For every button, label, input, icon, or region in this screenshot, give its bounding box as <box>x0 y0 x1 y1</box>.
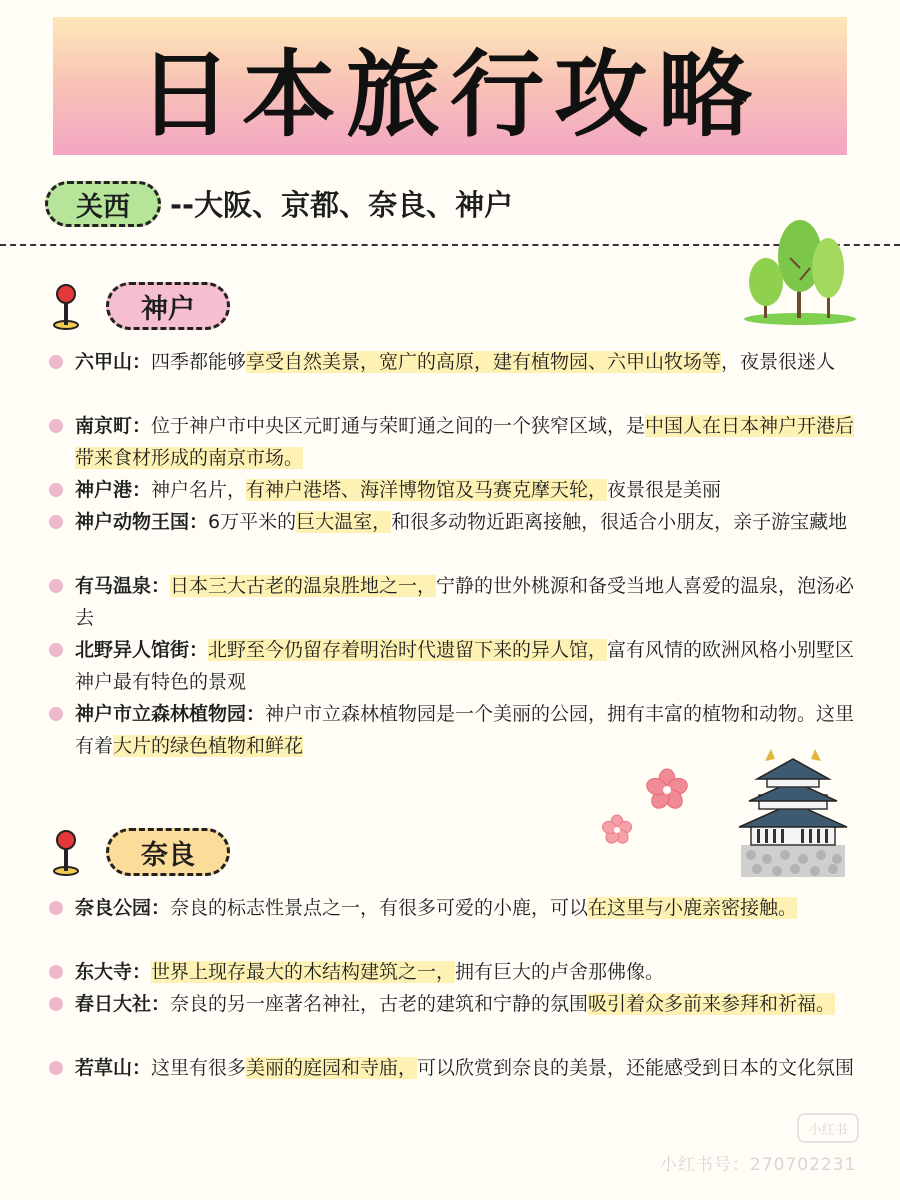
trees-illustration <box>740 218 860 326</box>
description-text: 宁静的世外桃源和备受当地人喜爱的温泉，泡汤必去 <box>75 575 855 629</box>
attraction-name: 六甲山： <box>75 351 152 373</box>
bullet-dot <box>49 965 63 979</box>
description-text: 夜景很是美丽 <box>607 479 722 501</box>
highlighted-text: 享受自然美景，宽广的高原，建有植物园、六甲山牧场等 <box>246 351 722 373</box>
attraction-name: 若草山： <box>75 1057 152 1079</box>
bullet-dot <box>49 707 63 721</box>
list-item <box>75 988 865 1020</box>
attraction-name: 有马温泉： <box>75 575 171 597</box>
list-item <box>75 474 865 506</box>
page-title: 日本旅行攻略 <box>137 40 762 150</box>
description-text: 四季都能够 <box>151 351 247 373</box>
section-tag-nara: 奈良 <box>106 828 230 876</box>
description-text: 神户市立森林植物园是一个美丽的公园，拥有丰富的植物和动物。这里有着 <box>75 703 855 757</box>
bullet-dot <box>49 579 63 593</box>
description-text: 拥有巨大的卢舍那佛像。 <box>455 961 665 983</box>
list-item <box>75 892 865 924</box>
attraction-name: 东大寺： <box>75 961 152 983</box>
description-text: 富有风情的欧洲风格小别墅区神户最有特色的景观 <box>75 639 855 693</box>
attraction-name: 神户动物王国： <box>75 511 209 533</box>
attraction-name: 奈良公园： <box>75 897 171 919</box>
bullet-dot <box>49 483 63 497</box>
highlighted-text: 日本三大古老的温泉胜地之一， <box>170 575 437 597</box>
description-text: 位于神户市中央区元町通与荣町通之间的一个狭窄区域，是 <box>151 415 646 437</box>
attraction-name: 春日大社： <box>75 993 171 1015</box>
attraction-name: 南京町： <box>75 415 152 437</box>
list-item <box>75 570 865 634</box>
list-item <box>75 956 865 988</box>
highlighted-text: 世界上现存最大的木结构建筑之一， <box>151 961 456 983</box>
highlighted-text: 北野至今仍留存着明治时代遗留下来的异人馆， <box>208 639 608 661</box>
bullet-dot <box>49 419 63 433</box>
highlighted-text: 巨大温室， <box>296 511 392 533</box>
sakura-flower-icon <box>645 768 689 812</box>
description-text: 奈良的另一座著名神社，古老的建筑和宁静的氛围 <box>170 993 589 1015</box>
highlighted-text: 有神户港塔、海洋博物馆及马赛克摩天轮， <box>246 479 608 501</box>
bullet-dot <box>49 997 63 1011</box>
description-text: 奈良的标志性景点之一，有很多可爱的小鹿，可以 <box>170 897 589 919</box>
watermark-badge: 小红书 <box>797 1113 859 1143</box>
highlighted-text: 美丽的庭园和寺庙， <box>246 1057 418 1079</box>
description-text: ，夜景很迷人 <box>721 351 836 373</box>
region-tag: 关西 <box>45 181 161 227</box>
description-text: 6万平米的 <box>208 511 297 533</box>
description-text: 可以欣赏到奈良的美景，还能感受到日本的文化氛围 <box>417 1057 855 1079</box>
attraction-name: 神户港： <box>75 479 152 501</box>
bullet-dot <box>49 355 63 369</box>
section-tag-kobe: 神户 <box>106 282 230 330</box>
highlighted-text: 中国人在日本神户开港后带来食材形成的南京市场。 <box>75 415 855 469</box>
description-text: 这里有很多 <box>151 1057 247 1079</box>
castle-illustration <box>735 745 851 877</box>
map-pin-icon <box>52 829 80 877</box>
attraction-name: 神户市立森林植物园： <box>75 703 266 725</box>
description-text: 和很多动物近距离接触，很适合小朋友，亲子游宝藏地 <box>391 511 848 533</box>
map-pin-icon <box>52 283 80 331</box>
highlighted-text: 在这里与小鹿亲密接触。 <box>588 897 798 919</box>
bullet-dot <box>49 1061 63 1075</box>
bullet-dot <box>49 901 63 915</box>
list-item <box>75 506 865 538</box>
region-description: --大阪、京都、奈良、神户 <box>170 188 514 222</box>
list-item <box>75 634 865 698</box>
bullet-dot <box>49 515 63 529</box>
list-item <box>75 1052 865 1084</box>
highlighted-text: 吸引着众多前来参拜和祈福。 <box>588 993 836 1015</box>
watermark-text: 小红书号：270702231 <box>660 1155 857 1175</box>
description-text: 神户名片， <box>151 479 247 501</box>
attraction-name: 北野异人馆街： <box>75 639 209 661</box>
bullet-dot <box>49 643 63 657</box>
list-item <box>75 346 865 378</box>
list-item <box>75 410 865 474</box>
sakura-flower-icon <box>601 814 633 846</box>
highlighted-text: 大片的绿色植物和鲜花 <box>113 735 304 757</box>
title-banner <box>53 17 847 155</box>
